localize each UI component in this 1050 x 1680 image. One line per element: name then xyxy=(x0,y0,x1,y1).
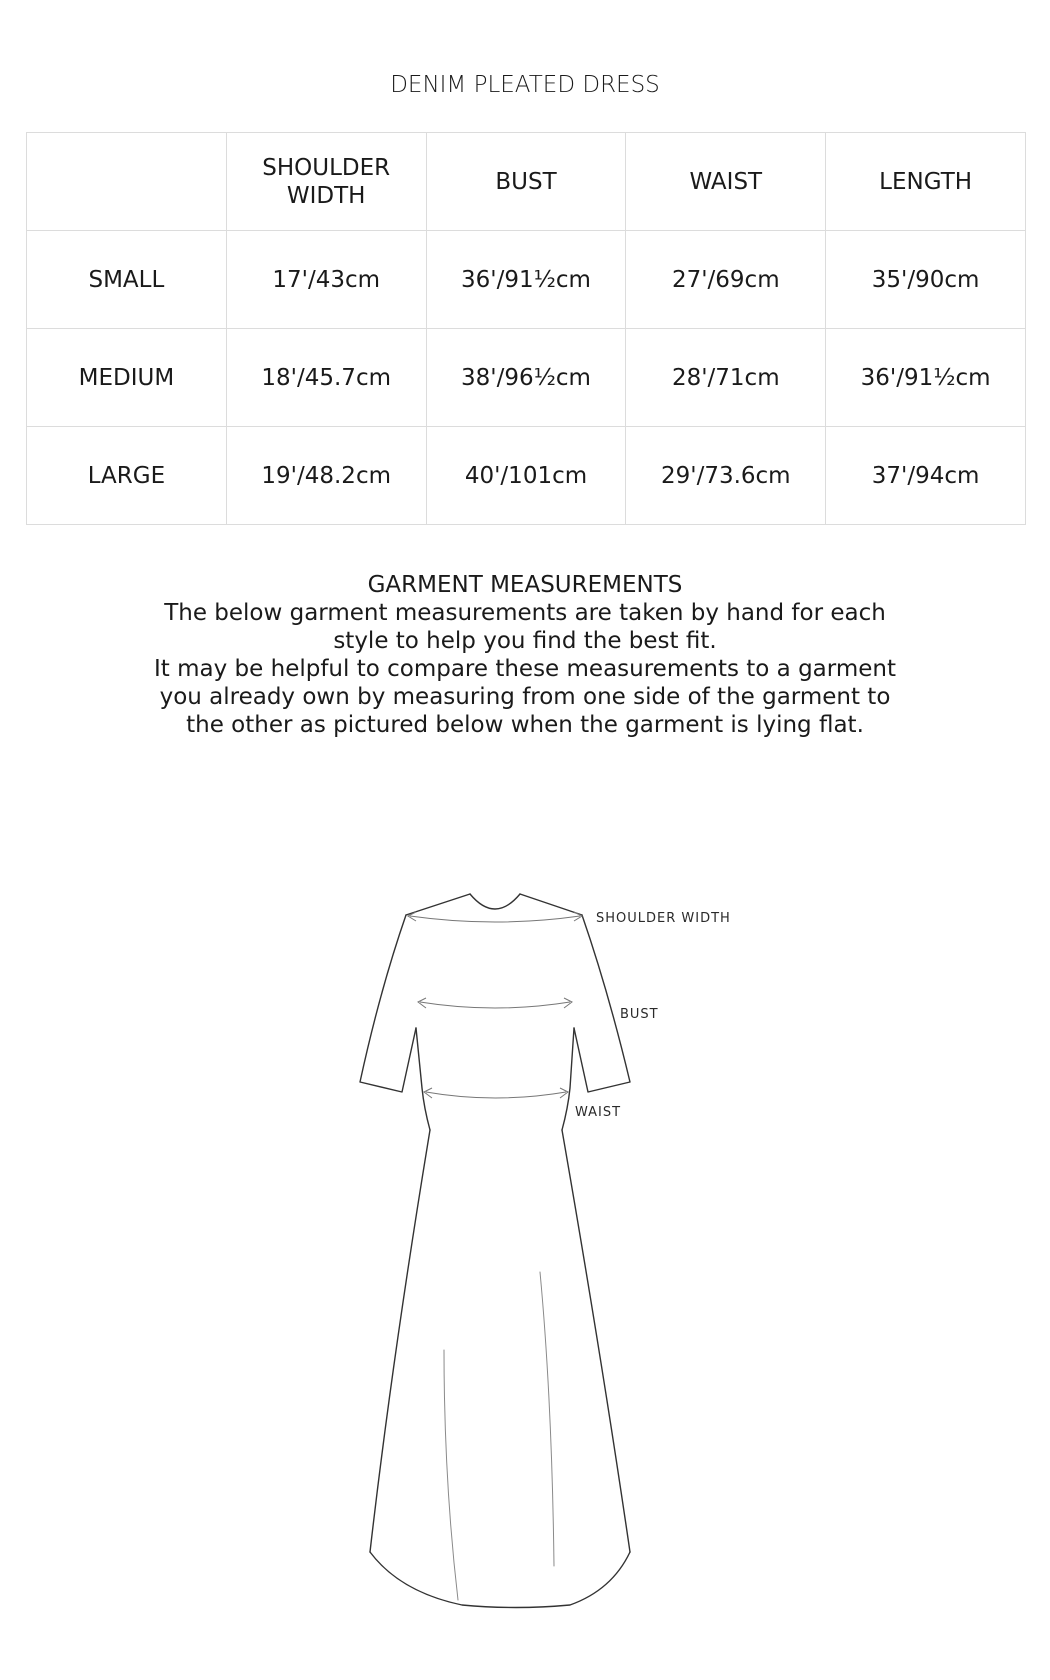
dress-illustration xyxy=(340,880,800,1640)
table-row xyxy=(27,231,1026,329)
header-bust: BUST xyxy=(426,133,626,231)
header-shoulder-width xyxy=(226,133,426,231)
left-skirt-side xyxy=(370,1130,430,1552)
right-sleeve-outline xyxy=(574,915,630,1092)
label-shoulder-width: SHOULDER WIDTH xyxy=(596,911,731,926)
waist-line xyxy=(426,1092,566,1098)
header-length: LENGTH xyxy=(826,133,1026,231)
length-value: 35'/90cm xyxy=(826,231,1026,329)
table-header-row xyxy=(27,133,1026,231)
garment-diagram xyxy=(340,880,800,1644)
header-empty xyxy=(27,133,227,231)
skirt-seam-left xyxy=(444,1350,458,1600)
garment-measurements-info xyxy=(0,571,1050,739)
bust-value: 40'/101cm xyxy=(426,427,626,525)
size-label: MEDIUM xyxy=(27,329,227,427)
shoulder-value: 19'/48.2cm xyxy=(226,427,426,525)
shoulder-value: 18'/45.7cm xyxy=(226,329,426,427)
right-shoulder-line xyxy=(520,894,582,915)
size-label: SMALL xyxy=(27,231,227,329)
left-sleeve-outline xyxy=(360,915,416,1092)
size-label: LARGE xyxy=(27,427,227,525)
left-bodice-side xyxy=(416,1028,430,1130)
length-value: 37'/94cm xyxy=(826,427,1026,525)
label-waist: WAIST xyxy=(575,1105,622,1120)
shoulder-value: 17'/43cm xyxy=(226,231,426,329)
label-bust: BUST xyxy=(620,1007,659,1022)
size-chart-table xyxy=(26,132,1026,525)
right-bodice-side xyxy=(562,1028,574,1130)
skirt-hem xyxy=(370,1552,630,1608)
header-waist: WAIST xyxy=(626,133,826,231)
info-heading: GARMENT MEASUREMENTS xyxy=(367,572,683,598)
info-paragraph-2: It may be helpful to compare these measurements to a garment you already own by measuring from one side of the garment to the other as pictured below when the garment is lying flat. xyxy=(154,656,896,738)
waist-value: 29'/73.6cm xyxy=(626,427,826,525)
measurement-guides xyxy=(408,912,582,1098)
table-row xyxy=(27,329,1026,427)
waist-value: 27'/69cm xyxy=(626,231,826,329)
info-paragraph-1: The below garment measurements are taken by hand for each style to help you find the best fit. xyxy=(164,600,886,654)
table-row xyxy=(27,427,1026,525)
bust-value: 38'/96½cm xyxy=(426,329,626,427)
length-value: 36'/91½cm xyxy=(826,329,1026,427)
right-skirt-side xyxy=(562,1130,630,1552)
page-title: DENIM PLEATED DRESS xyxy=(390,72,660,98)
bust-line xyxy=(420,1002,570,1008)
neckline-shape xyxy=(470,894,520,909)
shoulder-width-line xyxy=(410,916,580,922)
bust-value: 36'/91½cm xyxy=(426,231,626,329)
skirt-seam-right xyxy=(540,1272,554,1566)
header-shoulder-width-label: SHOULDER WIDTH xyxy=(262,154,391,209)
waist-value: 28'/71cm xyxy=(626,329,826,427)
